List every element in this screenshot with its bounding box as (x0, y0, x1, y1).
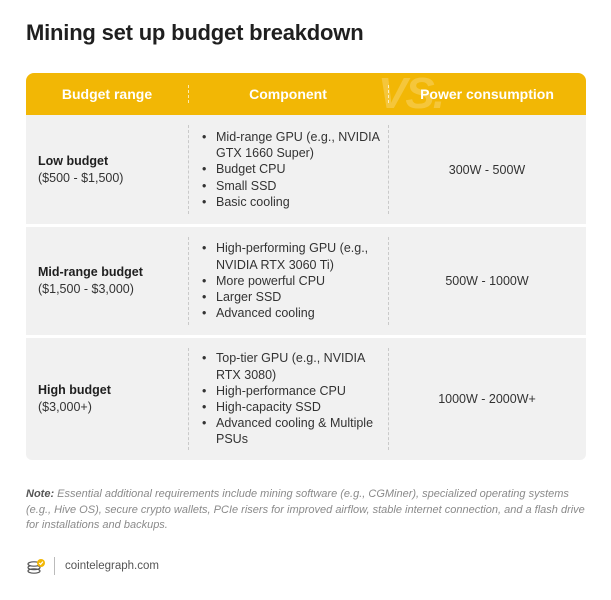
budget-range: ($1,500 - $3,000) (38, 282, 134, 296)
column-divider (188, 237, 189, 325)
table-row (26, 115, 586, 224)
column-divider (188, 125, 189, 214)
budget-name: High budget (38, 383, 111, 397)
component-item: • More powerful CPU (202, 273, 384, 289)
budget-table (26, 73, 586, 460)
footnote (26, 487, 586, 534)
vs-watermark: VS. (378, 73, 443, 115)
column-divider (388, 125, 389, 214)
budget-range: ($500 - $1,500) (38, 170, 124, 185)
page-title: Mining set up budget breakdown (26, 20, 364, 45)
power-cell: 300W - 500W (448, 162, 526, 177)
power-cell: 500W - 1000W (445, 274, 529, 288)
component-item: • Advanced cooling (202, 305, 384, 321)
budget-cell (26, 153, 188, 187)
component-item: • High-capacity SSD (202, 399, 384, 415)
component-item: • Larger SSD (202, 289, 384, 305)
power-cell: 1000W - 2000W+ (438, 392, 536, 406)
component-item: • Basic cooling (202, 194, 384, 210)
column-divider (188, 348, 189, 450)
budget-name: Low budget (38, 153, 109, 168)
column-divider (388, 237, 389, 325)
budget-name: Mid-range budget (38, 265, 143, 279)
component-item: • Top-tier GPU (e.g., NVIDIA RTX 3080) (202, 350, 384, 382)
budget-cell (26, 382, 188, 416)
component-item: • Mid-range GPU (e.g., NVIDIA GTX 1660 Super) (202, 129, 384, 161)
component-cell (188, 350, 388, 447)
component-cell (188, 129, 388, 210)
component-item: • High-performing GPU (e.g., NVIDIA RTX 3060 Ti) (202, 240, 384, 272)
note-label: Note: (26, 488, 55, 500)
header-power-consumption: Power consumption (420, 86, 554, 102)
header-budget-range: Budget range (61, 86, 153, 102)
component-item: • Advanced cooling & Multiple PSUs (202, 415, 384, 447)
header-divider (188, 85, 189, 103)
table-row (26, 227, 586, 335)
note-text: Essential additional requirements include mining software (e.g., CGMiner), specialized operating systems (e.g., Hive OS), secure crypto wallets, PCIe risers for improved airflow, stable internet connection, and a flash drive for installations and backups. (26, 488, 585, 531)
footer (26, 556, 159, 576)
header-component: Component (249, 86, 327, 102)
component-cell (188, 240, 388, 321)
table-header (26, 73, 586, 115)
component-item: • Small SSD (202, 178, 384, 194)
site-name: cointelegraph.com (65, 560, 159, 572)
table-row (26, 338, 586, 460)
column-divider (388, 348, 389, 450)
header-divider (388, 85, 389, 103)
cointelegraph-logo-icon (26, 556, 46, 576)
component-item: • High-performance CPU (202, 383, 384, 399)
budget-range: ($3,000+) (38, 400, 92, 414)
footer-divider (54, 557, 55, 575)
budget-cell (26, 264, 188, 298)
component-item: • Budget CPU (202, 161, 384, 177)
